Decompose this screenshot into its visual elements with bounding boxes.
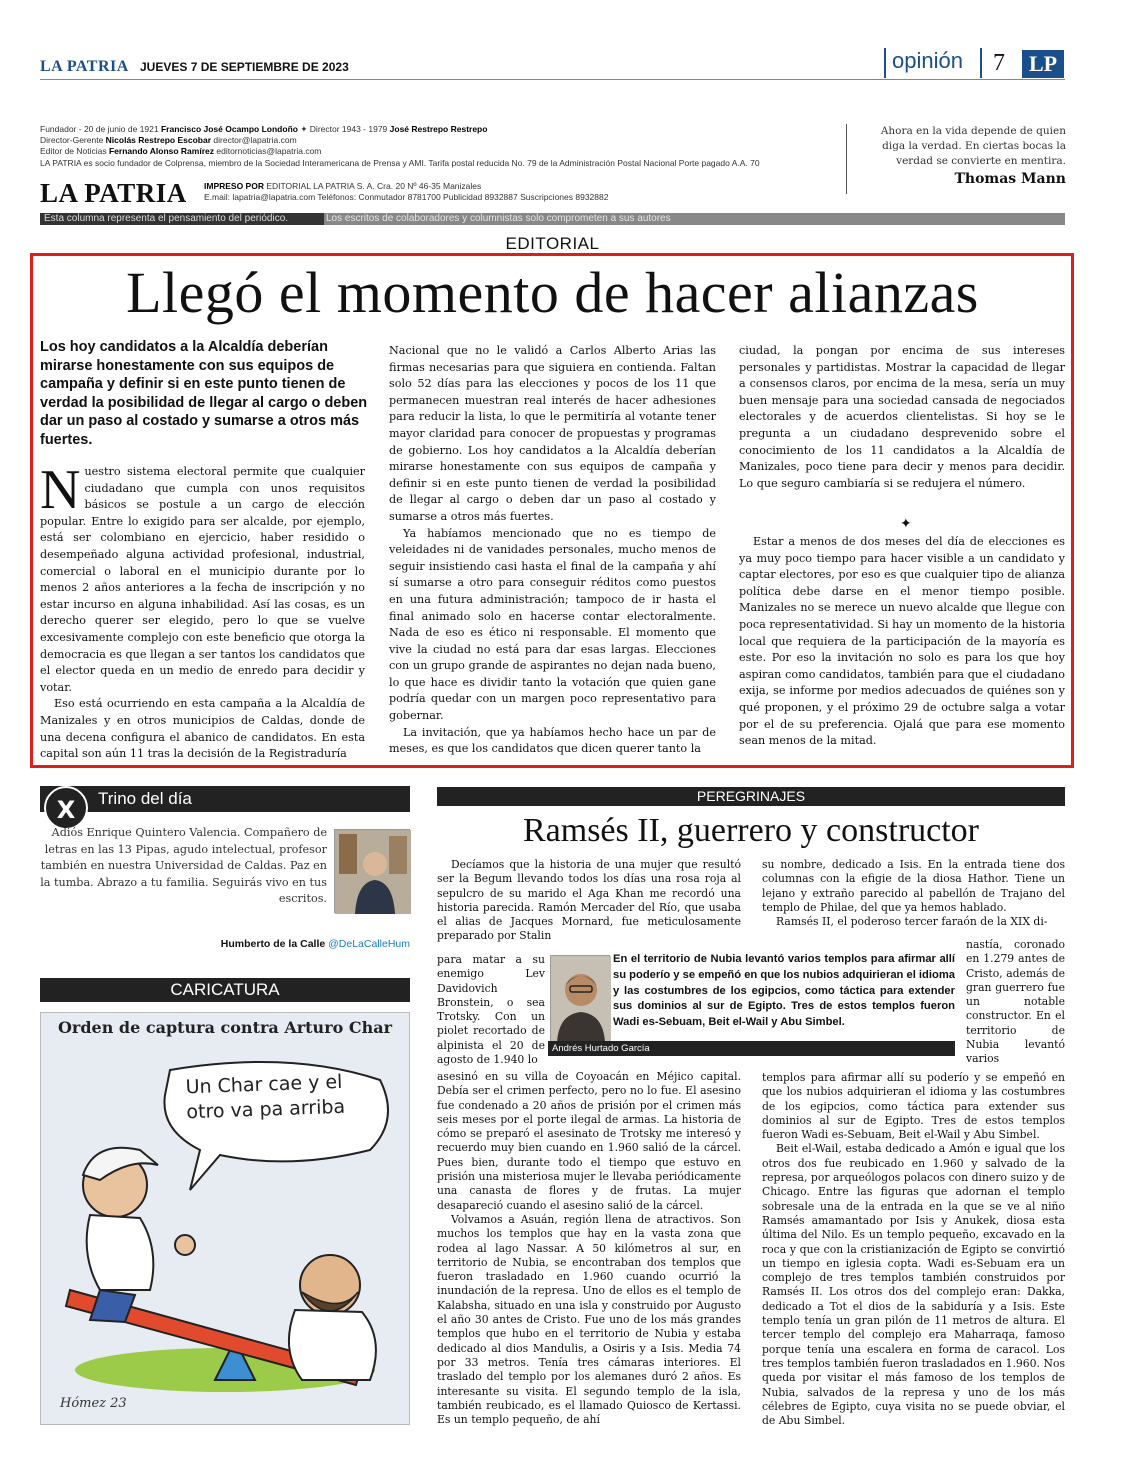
paragraph: asesinó en su villa de Coyoacán en Méjico capital. Debía ser el crimen perfecto, pero no lo fue. El asesino fue condenado a 20 años de prisión por el crimen más seis meses por el porte ilegal de armas. La historia de cómo se preparó el asesinato de Trotsky me interesó y recuerdo muy bien cuando en 1.960 salió de la cárcel. Pues bien, durante todo el tiempo que estuvo en prisión una misteriosa mujer le llevaba periódicamente una canasta de flores y de frutas. La mujer desapareció cuando el asesino salió de la cárcel.	[437, 1070, 741, 1212]
section-separator-icon: ✦	[900, 516, 912, 532]
paragraph: Eso está ocurriendo en esta campaña a la Alcaldía de Manizales y en otros municipios de Caldas, donde de una decena configura el abanico de candidatos. En esta capital son aún 11 tras la decisión de la Registraduría	[40, 697, 365, 761]
trino-header	[40, 786, 410, 812]
character-left-thumb	[175, 1235, 195, 1255]
trino-handle-link[interactable]: @DeLaCalleHum	[328, 938, 410, 950]
peregrinajes-column-2-narrow	[966, 938, 1065, 1067]
masthead-logo: LA PATRIA	[40, 178, 187, 208]
paragraph: Beit el-Wail, estaba dedicado a Amón e igual que los otros dos fue reubicado en 1.960 y salvado de la represa, por arqueólogos polacos con dinero suizo y de Chicago. Entre las figuras que adornan el templo sobresale una de la entrada en la que se ve al niño Ramsés amamantado por Isis y Anukek, diosa esta última del Nilo. Es un templo pequeño, excavado en la roca y que con la cristianización de Egipto se convirtió un tiempo en iglesia copta. Wadi es-Sebuam era un complejo de tres templos también construidos por Ramsés II. Los otros dos del complejo eran: Dakka, dedicado a Tot el dios de la sabiduría y a Isis. Este templo tenía un gran pilón de 11 metros de altura. El tercer templo del complejo era Maharraqa, famoso porque tenía una escalera en forma de caracol. Los tres templos también fueron trasladados en 1.960. Nos queda por visitar el más famoso de los templos de Nubia, salvados de la represa y uno de los más célebres de Egipto, cuya visita no se puede obviar, el de Abu Simbel.	[762, 1142, 1065, 1428]
editorial-title: Llegó el momento de hacer alianzas	[126, 260, 979, 325]
paragraph: La invitación, que ya habíamos hecho hace un par de meses, es que los candidatos que dicen querer tanto la	[389, 725, 716, 756]
character-right-body	[289, 1310, 376, 1380]
trino-author	[150, 938, 410, 950]
brand-name: LA PATRIA	[40, 58, 129, 75]
masthead-contact: E.mail: lapatria@lapatria.com Teléfonos: Conmutador 8781700 Publicidad 8932887 Suscripciones 8932882	[204, 192, 609, 202]
lp-logo: LP	[1022, 50, 1064, 78]
author-photo	[550, 955, 610, 1041]
peregrinajes-column-2-bottom	[762, 1071, 1065, 1428]
issue-date: JUEVES 7 DE SEPTIEMBRE DE 2023	[140, 60, 349, 74]
editorial-kicker: EDITORIAL	[505, 234, 600, 253]
masthead-editor: Editor de Noticias Fernando Alonso Ramírez editornoticias@lapatria.com	[40, 146, 322, 156]
section-divider	[980, 48, 982, 78]
peregrinajes-column-1-bottom	[437, 1070, 741, 1427]
trino-author-photo	[334, 829, 410, 913]
trino-author-name: Humberto de la Calle	[220, 938, 326, 950]
paragraph: templos para afirmar allí su poderío y se empeñó en que los nubios adquirieran el idioma y las costumbres de los egipcios, como táctica para extender sus dominios al sur de Egipto. Tres de estos templos fueron Wadi es-Sebuam, Beit el-Wail y Abu Simbel.	[762, 1071, 1065, 1142]
paragraph: uestro sistema electoral permite que cualquier ciudadano que cumpla con unos requisitos básicos se postule a un cargo de elección popular. Entre lo exigido para ser alcalde, por ejemplo, está ser colombiano en ejercicio, haber residido o desempeñado alguna actividad profesional, industrial, comercial o laboral en el municipio durante por lo menos 2 años anteriores a la fecha de inscripción y no estar incurso en alguna inhabilidad. Así las cosas, es un derecho querer ser elegido, pero lo que se vuelve excesivamente complejo con este beneficio que otorga la democracia es que llegan a ser tantos los candidatos que el elector queda en un medio de enredo para decidir y votar.	[40, 465, 365, 694]
caricature-signature: Hómez 23	[60, 1396, 127, 1411]
peregrinajes-column-1	[437, 858, 741, 944]
paragraph: Decíamos que la historia de una mujer que resultó ser la Begum llevando todos los días una rosa roja al sepulcro de su marido el Aga Khan me recordó una historia parecida. Ramón Mercader del Río, que usaba el alias de Jacques Mornard, fue meticulosamente preparado por Stalin	[437, 858, 741, 943]
author-caption: Andrés Hurtado García	[548, 1041, 955, 1056]
trino-title: Trino del día	[98, 789, 192, 808]
paragraph: Estar a menos de dos meses del día de elecciones es ya muy poco tiempo para hacer visible a un candidato y captar electores, por eso es que cualquier tipo de alianza política debe darse en el menor tiempo posible. Manizales no se merece un nuevo alcalde que llegue con poca representatividad. Si hay un momento de la historia local que requiera de la participación de la mayoría es este. Por eso la invitación no solo es para los que hoy aspiran como candidatos, también para que el ciudadano exija, se informe por medios adecuados de quiénes son y qué proponen, y el próximo 29 de octubre salga a votar por el de su preferencia. Ojalá que para ese momento sean menos de la mitad.	[739, 535, 1065, 748]
x-logo-icon: X	[44, 786, 88, 830]
quote-divider	[846, 124, 847, 194]
trino-text: Adiós Enrique Quintero Valencia. Compañero de letras en las 13 Pipas, agudo intelectual, profesor también en nuestra Universidad de Caldas. Paz en la tumba. Abrazo a tu familia. Seguirás vivo en tus escritos.	[40, 826, 327, 906]
daily-quote: Ahora en la vida depende de quien diga la verdad. En ciertas bocas la verdad se convierte en mentira.	[880, 125, 1066, 167]
paragraph: Ramsés II, el poderoso tercer faraón de la XIX di-	[776, 915, 1048, 929]
caricatura-header: CARICATURA	[40, 978, 410, 1002]
masthead-legal: LA PATRIA es socio fundador de Colprensa, miembro de la Sociedad Interamericana de Prensa y AMI. Tarifa postal reducida No. 79 de la Administración Postal Nacional Porte pagado A.A. 70	[40, 158, 760, 168]
editorial-column-2	[389, 343, 716, 758]
paragraph: Volvamos a Asuán, región llena de atractivos. Son muchos los templos que hay en la vasta zona que rodea al lago Nassar. A 50 kilómetros al sur, en territorio de Nubia, se encontraban dos templos que fueron trasladado en 1.960 cuando ocurrió la inundación de la represa. Uno de ellos es el templo de Kalabsha, situado en una isla y construido por Augusto el año 30 antes de Cristo. Fue uno de los más grandes templos que hubo en el territorio de Nubia y estaba dedicado al dios Mandulis, a Osiris y a Isis. Media 74 por 33 metros. Tenía tres cámaras interiores. El traslado del templo por los alemanes duró 2 años. Es interesante su visita. El segundo templo de la isla, también reubicado, es el llamado Quiosco de Kertassi. Es un templo pequeño, de ahí	[437, 1212, 741, 1427]
peregrinajes-column-2	[762, 858, 1065, 929]
masthead-printer: IMPRESO POR EDITORIAL LA PATRIA S. A. Cra. 20 Nº 46-35 Manizales	[204, 181, 482, 191]
caricature-speech-text: Un Char cae y el otro va pa arriba	[185, 1070, 346, 1124]
editorial-column-1	[40, 459, 365, 763]
peregrinajes-column-1-narrow	[437, 953, 545, 1067]
section-divider	[884, 48, 886, 78]
editorial-lead: Los hoy candidatos a la Alcaldía deberían mirarse honestamente con sus equipos de campaña y definir si en este punto tienen de verdad la posibilidad de llegar al cargo o deben dar un paso al costado y sumarse a otros más fuertes.	[40, 339, 368, 448]
pull-quote: En el territorio de Nubia levantó varios templos para afirmar allí su poderío y se empeñó en que los nubios adquirieran el idioma y las costumbres de los egipcios, como táctica para extender sus dominios al sur de Egipto. Tres de estos templos fueron Wadi es-Sebuam, Beit el-Wail y Abu Simbel.	[613, 953, 955, 1029]
peregrinajes-title: Ramsés II, guerrero y constructor	[522, 812, 979, 849]
paragraph: para matar a su enemigo Lev Davidovich Bronstein, o sea Trotsky. Con un piolet recortado de alpinista el 20 de agosto de 1.940 lo	[437, 953, 545, 1067]
character-left-body	[87, 1215, 154, 1290]
portrait-icon	[551, 956, 611, 1042]
drop-cap: N	[40, 459, 81, 521]
portrait-icon	[335, 830, 411, 914]
paragraph: Ya habíamos mencionado que no es tiempo de veleidades ni de vanidades personales, mucho menos de seguir insistiendo casi hasta el final de la campaña y ahí sí sumarse a otro para conseguir réditos como puestos en una futura administración; tampoco de ir hasta el final animado solo en hacerse contar electoralmente. Nada de eso es ético ni responsable. El momento que vive la ciudad no está para dar esas largas. Elecciones con un grupo grande de aspirantes no dejan nada bueno, lo que hace es dividir tanto la votación que quien gane podría quedar con un margen poco representativo para gobernar.	[389, 526, 716, 723]
caricature-title: Orden de captura contra Arturo Char	[57, 1018, 393, 1037]
paragraph: su nombre, dedicado a Isis. En la entrada tiene dos columnas con la efigie de la diosa Hathor. Tiene un lejano y extraño parecido al pabellón de Trajano del templo de Philae, del que ya hemos hablado.	[762, 858, 1065, 914]
editorial-column-3-cont	[739, 534, 1065, 750]
page-number: 7	[993, 50, 1005, 76]
masthead-director: Director-Gerente Nicolás Restrepo Escobar director@lapatria.com	[40, 135, 297, 145]
quote-author: Thomas Mann	[954, 171, 1066, 187]
disclaimer-right: Los escritos de colaboradores y columnistas solo comprometen a sus autores	[326, 213, 671, 224]
paragraph: ciudad, la pongan por encima de sus intereses personales y partidistas. Mostrar la capacidad de llegar a consensos claros, por encima de la mesa, sería un muy buen mensaje para una sociedad cansada de negociados electorales y de acuerdos clientelistas. Si hoy se le pregunta a un ciudadano desprevenido sobre el conocimiento de los 11 candidatos a la Alcaldía de Manizales, poco tiene para decir y menos para decidir. Lo que seguro cambiaría si se redujera el número.	[739, 344, 1065, 490]
section-name: opinión	[892, 48, 963, 73]
header-rule	[40, 79, 1065, 80]
peregrinajes-header: PEREGRINAJES	[437, 787, 1065, 806]
paragraph: nastía, coronado en 1.279 antes de Cristo, además de gran guerrero fue un notable constructor. En el territorio de Nubia levantó varios	[966, 938, 1065, 1066]
disclaimer-left: Esta columna representa el pensamiento del periódico.	[40, 213, 324, 225]
paragraph: Nacional que no le validó a Carlos Alberto Arias las firmas necesarias para que siguiera en contienda. Faltan solo 52 días para las elecciones y pocos de los 11 que permanecen muestran real interés de hacer adhesiones para reducir la lista, lo que le permitiría al votante tener mayor claridad para conocer de propuestas y programas de gobierno. Los hoy candidatos a la Alcaldía deberían mirarse honestamente con sus equipos de campaña y definir si en este punto tienen de verdad la posibilidad de llegar al cargo o deben dar un paso al costado y sumarse a otros más fuertes.	[389, 344, 716, 523]
editorial-column-3	[739, 343, 1065, 492]
masthead-founders: Fundador - 20 de junio de 1921 Francisco José Ocampo Londoño ✦ Director 1943 - 1979 José Restrepo Restrepo	[40, 124, 488, 134]
